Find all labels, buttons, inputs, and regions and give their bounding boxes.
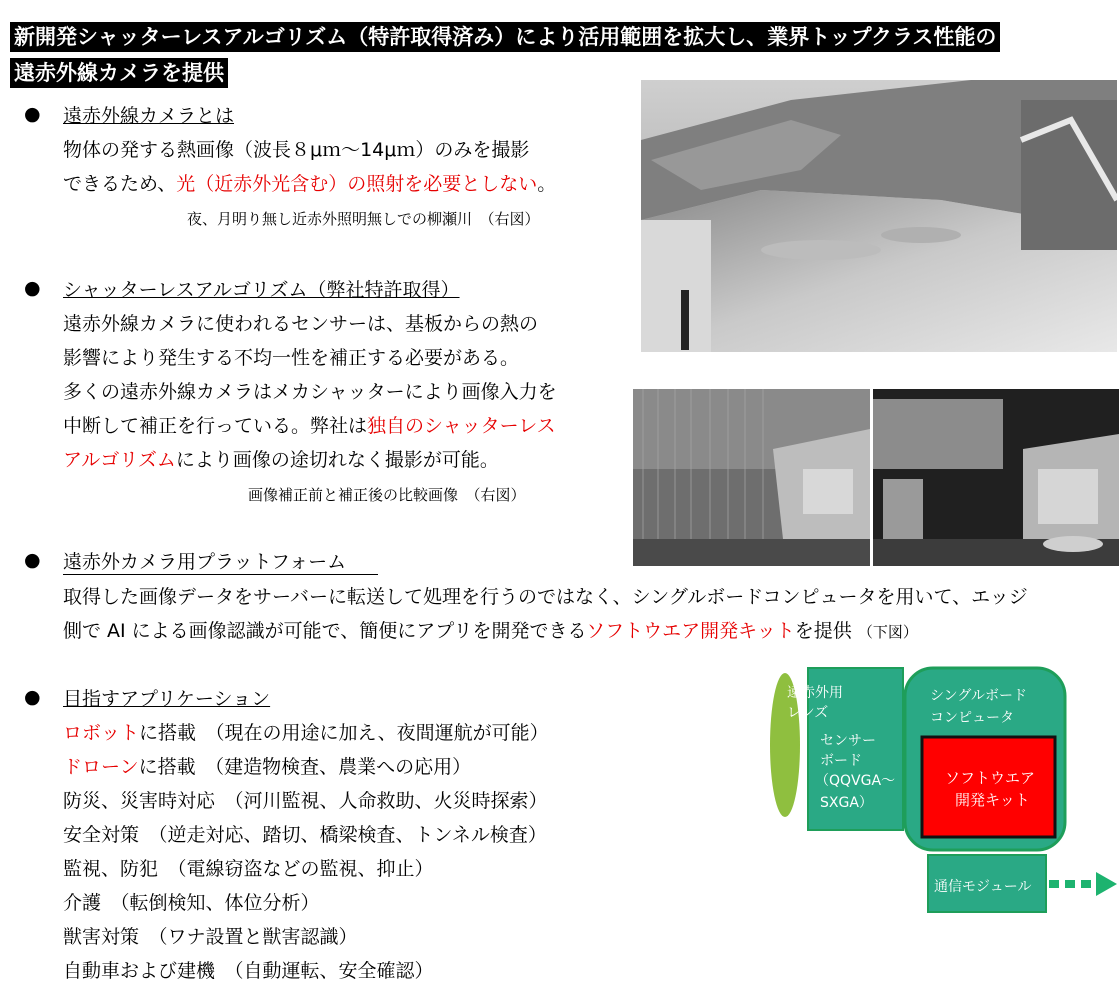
thermal-river-image bbox=[641, 80, 1117, 352]
section2-line2: 影響により発生する不均一性を補正する必要がある。 bbox=[63, 347, 520, 369]
lens-label-1: 遠赤外用 bbox=[787, 685, 843, 701]
before-correction-image bbox=[633, 389, 870, 566]
application-item: 防災、災害時対応 （河川監視、人命救助、火災時探索） bbox=[63, 790, 548, 812]
sensor-label-1: センサー bbox=[820, 733, 876, 749]
section1-line1: 物体の発する熱画像（波長８μｍ〜14μｍ）のみを撮影 bbox=[63, 139, 530, 161]
sbc-label-1: シングルボード bbox=[930, 688, 1027, 704]
application-item: ドローンに搭載 （建造物検査、農業への応用） bbox=[63, 756, 472, 778]
bullet-3: ● bbox=[24, 549, 41, 571]
page-title-line-1: 新開発シャッターレスアルゴリズム（特許取得済み）により活用範囲を拡大し、業界トップクラス性能の bbox=[10, 22, 1000, 52]
section4-heading: 目指すアプリケーション bbox=[63, 688, 271, 710]
platform-diagram bbox=[765, 665, 1120, 915]
section1-caption: 夜、月明り無し近赤外照明無しでの柳瀬川 （右図） bbox=[187, 210, 540, 228]
application-item: 監視、防犯 （電線窃盗などの監視、抑止） bbox=[63, 858, 434, 880]
application-item: 介護 （転倒検知、体位分析） bbox=[63, 892, 320, 914]
bullet-4: ● bbox=[24, 686, 41, 708]
sensor-label-3: （QQVGA〜 bbox=[815, 773, 896, 789]
lens-label-2: レンズ bbox=[787, 705, 829, 721]
sdk-box bbox=[922, 737, 1055, 837]
application-item: 獣害対策 （ワナ設置と獣害認識） bbox=[63, 926, 358, 948]
section2-line3: 多くの遠赤外線カメラはメカシャッターにより画像入力を bbox=[63, 381, 557, 403]
section2-line4: 中断して補正を行っている。弊社は独自のシャッターレス bbox=[63, 415, 556, 437]
bullet-1: ● bbox=[24, 103, 41, 125]
bullet-2: ● bbox=[24, 277, 41, 299]
section2-line1: 遠赤外線カメラに使われるセンサーは、基板からの熱の bbox=[63, 313, 539, 335]
after-correction-image bbox=[873, 389, 1119, 566]
section1-heading: 遠赤外線カメラとは bbox=[63, 105, 235, 127]
sensor-label-2: ボード bbox=[820, 753, 862, 769]
section2-caption: 画像補正前と補正後の比較画像 （右図） bbox=[248, 486, 526, 504]
application-item: 安全対策 （逆走対応、踏切、橋梁検査、トンネル検査） bbox=[63, 824, 547, 846]
section1-line2: できるため、光（近赤外光含む）の照射を必要としない。 bbox=[63, 173, 557, 195]
application-item: 自動車および建機 （自動運転、安全確認） bbox=[63, 960, 434, 982]
section3-line2: 側で AI による画像認識が可能で、簡便にアプリを開発できるソフトウエア開発キットを提供 （下図） bbox=[63, 620, 918, 642]
comm-label: 通信モジュール bbox=[934, 879, 1032, 895]
section3-line1: 取得した画像データをサーバーに転送して処理を行うのではなく、シングルボードコンピュータを用いて、エッジ bbox=[63, 586, 1028, 608]
sbc-label-2: コンピュータ bbox=[930, 710, 1014, 726]
section2-heading: シャッターレスアルゴリズム（弊社特許取得） bbox=[63, 279, 460, 301]
comm-arrow bbox=[1049, 872, 1117, 896]
section2-line5: アルゴリズムにより画像の途切れなく撮影が可能。 bbox=[63, 449, 499, 471]
section3-heading: 遠赤外カメラ用プラットフォーム bbox=[63, 547, 378, 575]
page-title-line-2: 遠赤外線カメラを提供 bbox=[10, 58, 228, 88]
application-item: ロボットに搭載 （現在の用途に加え、夜間運航が可能） bbox=[63, 722, 549, 744]
sdk-label-2: 開発キット bbox=[955, 791, 1030, 809]
sensor-label-4: SXGA） bbox=[820, 795, 873, 811]
sdk-label-1: ソフトウエア bbox=[945, 769, 1036, 787]
